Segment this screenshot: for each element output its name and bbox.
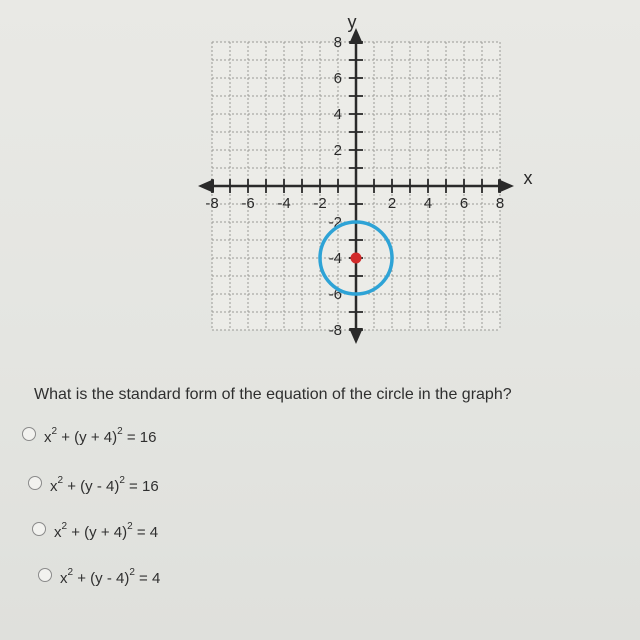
- option-1-x-exponent: 2: [51, 426, 58, 437]
- option-1-rhs: = 16: [122, 429, 157, 446]
- y-tick-label: 8: [333, 34, 342, 51]
- answer-option-2[interactable]: [28, 471, 159, 494]
- y-tick-label: 4: [333, 106, 342, 123]
- y-tick-label: -4: [328, 250, 342, 267]
- x-tick-label: -6: [241, 195, 255, 212]
- x-tick-label: -2: [313, 195, 327, 212]
- option-2-y-term: + (y - 4): [63, 478, 120, 495]
- y-tick-label: 6: [333, 70, 342, 87]
- x-axis-label: x: [523, 168, 533, 188]
- option-1-equation: [44, 422, 156, 445]
- option-4-x-exponent: 2: [67, 567, 74, 578]
- option-1-y-exponent: 2: [117, 426, 123, 437]
- y-tick-label: -2: [328, 214, 342, 231]
- option-4-x-term: x: [60, 570, 68, 587]
- option-3-equation: [54, 517, 158, 540]
- option-3-x-exponent: 2: [61, 521, 68, 532]
- circle-center-point: [351, 253, 362, 264]
- radio-button-1[interactable]: [22, 427, 36, 441]
- x-tick-label: -8: [205, 195, 219, 212]
- option-1-x-term: x: [44, 429, 52, 446]
- option-3-rhs: = 4: [132, 524, 159, 541]
- option-4-rhs: = 4: [134, 570, 161, 587]
- answer-option-4[interactable]: [38, 563, 160, 586]
- option-2-x-exponent: 2: [57, 475, 64, 486]
- option-2-y-exponent: 2: [119, 475, 125, 486]
- option-4-y-exponent: 2: [129, 567, 135, 578]
- option-3-y-term: + (y + 4): [67, 524, 128, 541]
- option-3-x-term: x: [54, 524, 62, 541]
- x-tick-label: 8: [495, 195, 505, 212]
- option-2-rhs: = 16: [124, 478, 159, 495]
- x-tick-label: -4: [277, 195, 291, 212]
- answer-option-1[interactable]: [22, 422, 156, 445]
- option-2-x-term: x: [50, 478, 58, 495]
- option-2-equation: [50, 471, 159, 494]
- option-3-y-exponent: 2: [127, 521, 133, 532]
- y-tick-label: -6: [328, 286, 342, 303]
- x-tick-label: 6: [459, 195, 469, 212]
- radio-button-2[interactable]: [28, 476, 42, 490]
- y-tick-label: 2: [333, 142, 342, 159]
- radio-button-4[interactable]: [38, 568, 52, 582]
- option-1-y-term: + (y + 4): [57, 429, 118, 446]
- answer-option-3[interactable]: [32, 517, 158, 540]
- y-axis-label: y: [347, 12, 357, 32]
- radio-button-3[interactable]: [32, 522, 46, 536]
- x-tick-label: 2: [387, 195, 397, 212]
- y-tick-label: -8: [328, 322, 342, 339]
- question-text: What is the standard form of the equation of the circle in the graph?: [34, 386, 512, 403]
- option-4-y-term: + (y - 4): [73, 570, 130, 587]
- x-tick-label: 4: [423, 195, 433, 212]
- option-4-equation: [60, 563, 160, 586]
